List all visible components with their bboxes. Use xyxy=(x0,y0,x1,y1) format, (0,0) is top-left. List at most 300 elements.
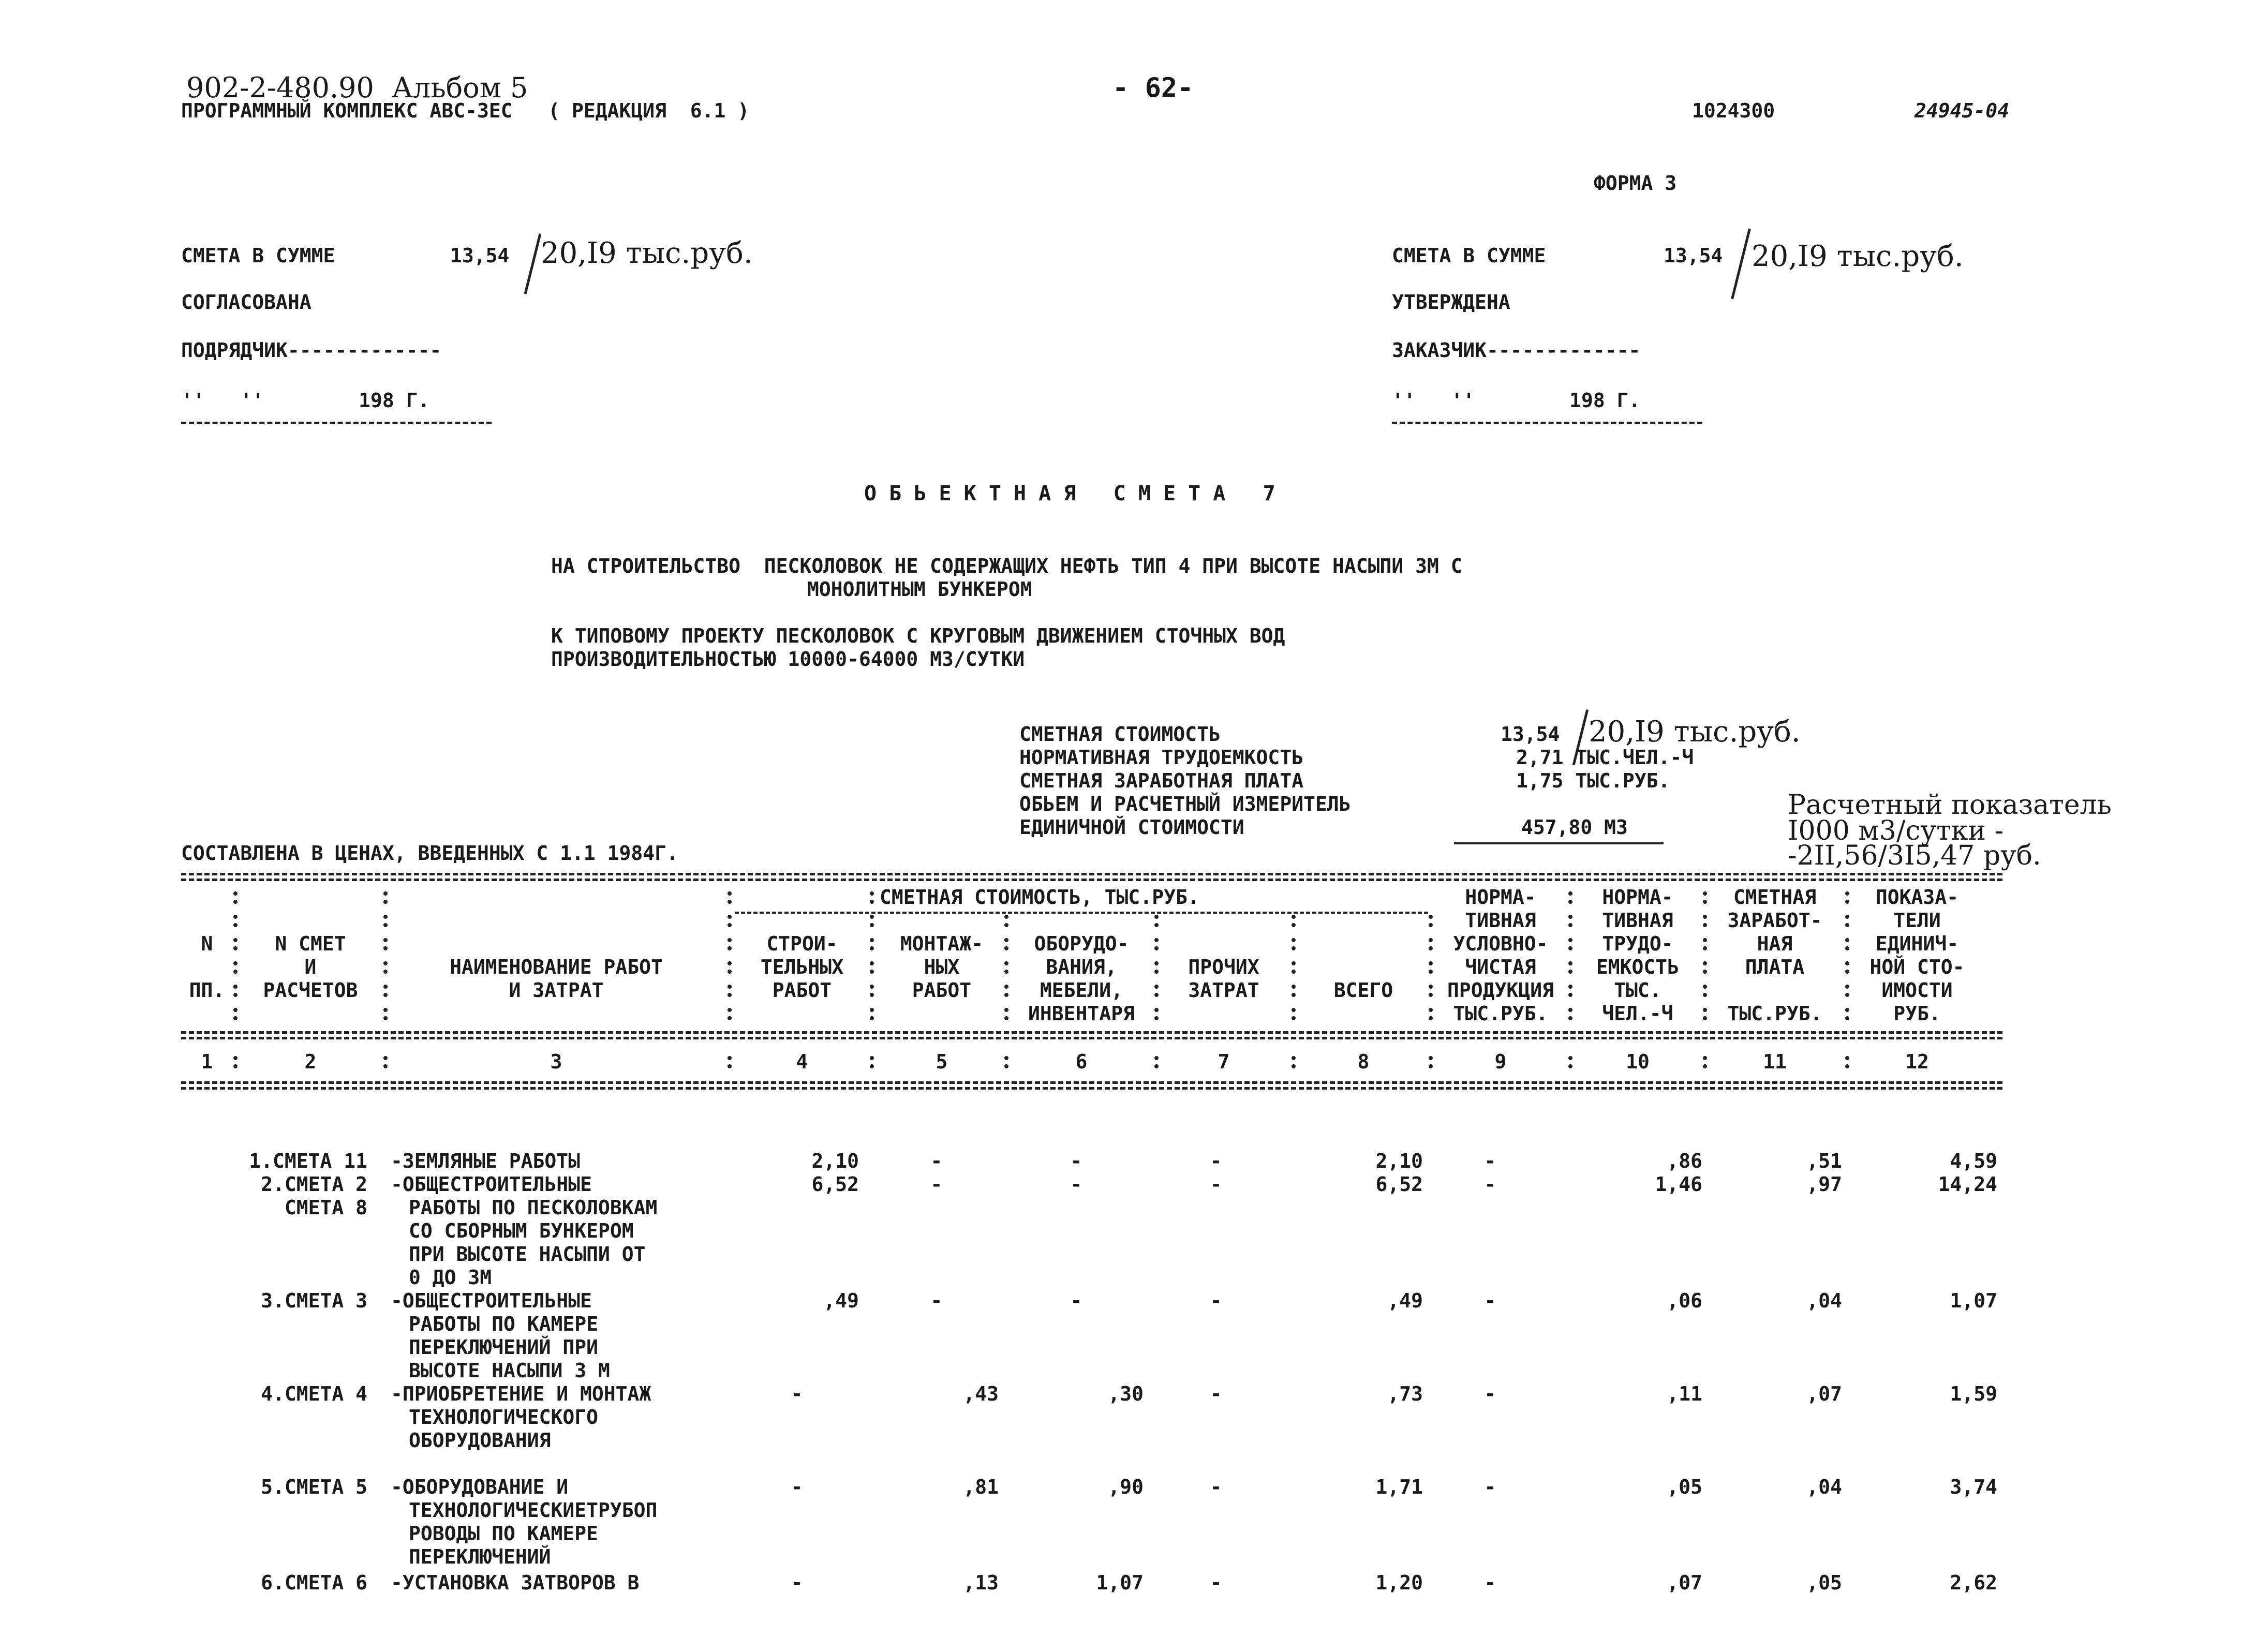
separator-dot xyxy=(383,970,388,974)
hand-note-line-3: -2II,56/3I5,47 руб. xyxy=(1788,840,2041,871)
row-cell-c9: - xyxy=(1484,1173,1496,1196)
hdr-col5-line1: МОНТАЖ- xyxy=(900,932,984,955)
row-cell-c9: - xyxy=(1484,1150,1496,1172)
separator-dot xyxy=(383,938,388,942)
separator-dot xyxy=(1845,946,1849,950)
row-cell-c6: ,90 xyxy=(1108,1476,1144,1498)
hdr-col11-line1: СМЕТНАЯ xyxy=(1733,886,1817,909)
separator-dot xyxy=(1703,1016,1707,1020)
separator-dot xyxy=(1703,970,1707,974)
separator-dot xyxy=(1845,1008,1849,1012)
row-cell-c5: - xyxy=(930,1150,943,1172)
separator-dot xyxy=(233,938,238,942)
separator-dot xyxy=(1703,915,1707,919)
hdr-col1-line2: ПП. xyxy=(189,979,225,1002)
row-cell-c8: 1,71 xyxy=(1375,1476,1423,1498)
separator-dot xyxy=(870,923,874,927)
separator-dot xyxy=(1004,993,1008,997)
hdr-col11-line5: ТЫС.РУБ. xyxy=(1727,1002,1822,1025)
prices-note: СОСТАВЛЕНА В ЦЕНАХ, ВВЕДЕННЫХ С 1.1 1984Г. xyxy=(181,842,678,865)
row-cell-c12: 2,62 xyxy=(1950,1571,1997,1594)
hdr-col7-line1: ПРОЧИХ xyxy=(1188,956,1259,978)
separator-dot xyxy=(383,915,388,919)
subtitle-line-2: МОНОЛИТНЫМ БУНКЕРОМ xyxy=(807,578,1032,601)
separator-dot xyxy=(870,946,874,950)
hdr-col1-line1: N xyxy=(201,932,213,955)
subtitle-line-3: К ТИПОВОМУ ПРОЕКТУ ПЕСКОЛОВОК С КРУГОВЫМ ДВИЖЕНИЕМ СТОЧНЫХ ВОД xyxy=(551,624,1285,647)
right-status: УТВЕРЖДЕНА xyxy=(1392,291,1510,314)
separator-dot xyxy=(383,993,388,997)
row-cell-c12: 4,59 xyxy=(1950,1150,1997,1172)
row-cell-c11: ,51 xyxy=(1806,1150,1842,1172)
separator-dot xyxy=(1004,938,1008,942)
row-cell-c11: ,97 xyxy=(1806,1173,1842,1196)
hdr-col11-line2: ЗАРАБОТ- xyxy=(1727,909,1822,932)
separator-dot xyxy=(1154,946,1159,950)
hdr-col9-line2: ТИВНАЯ xyxy=(1465,909,1536,932)
separator-dot xyxy=(1154,993,1159,997)
row-cell-c6: - xyxy=(1070,1150,1082,1172)
row-cell-c4: - xyxy=(791,1476,803,1498)
summary-wage-value: 1,75 ТЫС.РУБ. xyxy=(1516,769,1670,792)
separator-dot xyxy=(870,915,874,919)
separator-dot xyxy=(870,1056,874,1060)
hdr-col6-line4: ИНВЕНТАРЯ xyxy=(1028,1002,1135,1025)
separator-dot xyxy=(870,938,874,942)
program-line: ПРОГРАММНЫЙ КОМПЛЕКС АВС-3ЕС ( РЕДАКЦИЯ 6.1 ) xyxy=(181,99,750,122)
separator-dot xyxy=(1292,915,1296,919)
row-work-name: 0 ДО 3М xyxy=(409,1266,492,1289)
separator-dot xyxy=(383,891,388,896)
document-title: О Б Ь Е К Т Н А Я С М Е Т А 7 xyxy=(864,482,1275,505)
separator-dot xyxy=(870,1016,874,1020)
separator-dot xyxy=(233,970,238,974)
separator-dot xyxy=(233,1016,238,1020)
separator-dot xyxy=(1703,900,1707,904)
row-work-name: -ЗЕМЛЯНЫЕ РАБОТЫ xyxy=(391,1150,581,1172)
separator-dot xyxy=(728,923,732,927)
row-estimate-number: 6.СМЕТА 6 xyxy=(261,1571,367,1594)
handwritten-reference: 902-2-480.90 Альбом 5 xyxy=(186,71,528,104)
separator-dot xyxy=(1292,923,1296,927)
row-work-name: РАБОТЫ ПО КАМЕРЕ xyxy=(409,1313,599,1335)
left-status: СОГЛАСОВАНА xyxy=(181,291,311,314)
row-work-name: СО СБОРНЫМ БУНКЕРОМ xyxy=(409,1219,634,1242)
row-work-name: ПЕРЕКЛЮЧЕНИЙ ПРИ xyxy=(409,1336,599,1359)
separator-dot xyxy=(1004,923,1008,927)
hdr-col12-line4: НОЙ СТО- xyxy=(1869,956,1965,978)
separator-dot xyxy=(870,970,874,974)
separator-dot xyxy=(383,985,388,989)
separator-dot xyxy=(1154,923,1159,927)
hdr-col9-line3: УСЛОВНО- xyxy=(1453,932,1548,955)
hdr-col11-line4: ПЛАТА xyxy=(1745,956,1805,978)
hdr-col10-line4: ЕМКОСТЬ xyxy=(1596,956,1680,978)
separator-dot xyxy=(728,985,732,989)
summary-label-labor: НОРМАТИВНАЯ ТРУДОЕМКОСТЬ xyxy=(1019,746,1304,769)
row-cell-c11: ,04 xyxy=(1806,1289,1842,1312)
separator-dot xyxy=(1703,985,1707,989)
separator-dot xyxy=(1429,961,1433,965)
row-cell-c12: 3,74 xyxy=(1950,1476,1997,1498)
separator-dot xyxy=(1568,1056,1572,1060)
row-cell-c9: - xyxy=(1484,1571,1496,1594)
hdr-col2-line2: И xyxy=(304,956,317,978)
hdr-col3-line2: И ЗАТРАТ xyxy=(509,979,604,1002)
row-cell-c6: 1,07 xyxy=(1096,1571,1144,1594)
separator-dot xyxy=(383,1064,388,1068)
separator-dot xyxy=(233,1064,238,1068)
separator-dot xyxy=(728,1008,732,1012)
hdr-col10-line2: ТИВНАЯ xyxy=(1602,909,1673,932)
row-cell-c10: ,06 xyxy=(1667,1289,1702,1312)
colnum-7: 7 xyxy=(1218,1050,1230,1073)
left-sum-handwritten: 20,I9 тыс.руб. xyxy=(541,236,753,270)
separator-dot xyxy=(1154,1008,1159,1012)
separator-dot xyxy=(1568,915,1572,919)
row-cell-c12: 1,59 xyxy=(1950,1382,1997,1405)
separator-dot xyxy=(1429,1056,1433,1060)
row-cell-c10: 1,46 xyxy=(1655,1173,1702,1196)
subtitle-line-4: ПРОИЗВОДИТЕЛЬНОСТЬЮ 10000-64000 М3/СУТКИ xyxy=(551,648,1025,671)
separator-dot xyxy=(1292,1056,1296,1060)
colnum-9: 9 xyxy=(1494,1050,1507,1073)
separator-dot xyxy=(383,1056,388,1060)
row-cell-c9: - xyxy=(1484,1476,1496,1498)
hdr-col4-line3: РАБОТ xyxy=(772,979,832,1002)
separator-dot xyxy=(1292,970,1296,974)
hdr-col5-line2: НЫХ xyxy=(924,956,960,978)
separator-dot xyxy=(1703,923,1707,927)
separator-dot xyxy=(1703,1064,1707,1068)
row-cell-c10: ,07 xyxy=(1667,1571,1702,1594)
colnum-6: 6 xyxy=(1075,1050,1088,1073)
hdr-col7-line2: ЗАТРАТ xyxy=(1188,979,1259,1002)
colnum-1: 1 xyxy=(201,1050,213,1073)
row-cell-c10: ,86 xyxy=(1667,1150,1702,1172)
row-cell-c10: ,11 xyxy=(1667,1382,1702,1405)
separator-dot xyxy=(1703,993,1707,997)
header-bottom-rule xyxy=(181,1031,2002,1034)
separator-dot xyxy=(1154,938,1159,942)
hdr-col6-line3: МЕБЕЛИ, xyxy=(1040,979,1123,1002)
separator-dot xyxy=(1429,923,1433,927)
summary-label-wage: СМЕТНАЯ ЗАРАБОТНАЯ ПЛАТА xyxy=(1019,769,1304,792)
hdr-col9-line1: НОРМА- xyxy=(1465,886,1536,909)
hdr-col4-line1: СТРОИ- xyxy=(766,932,838,955)
separator-dot xyxy=(1429,938,1433,942)
left-sum-printed: 13,54 xyxy=(450,244,510,267)
separator-dot xyxy=(1154,961,1159,965)
separator-dot xyxy=(1845,1064,1849,1068)
row-cell-c7: - xyxy=(1210,1476,1222,1498)
separator-dot xyxy=(1703,946,1707,950)
hdr-col11-line3: НАЯ xyxy=(1757,932,1793,955)
separator-dot xyxy=(728,993,732,997)
header-bottom-rule-2 xyxy=(181,1037,2002,1039)
colnum-3: 3 xyxy=(550,1050,562,1073)
row-cell-c6: - xyxy=(1070,1289,1082,1312)
row-work-name: -ОБЩЕСТРОИТЕЛЬНЫЕ xyxy=(391,1289,592,1312)
separator-dot xyxy=(233,985,238,989)
hdr-col10-line3: ТРУДО- xyxy=(1602,932,1673,955)
separator-dot xyxy=(1568,938,1572,942)
colnum-4: 4 xyxy=(796,1050,808,1073)
separator-dot xyxy=(1568,1064,1572,1068)
separator-dot xyxy=(1004,915,1008,919)
summary-label-cost: СМЕТНАЯ СТОИМОСТЬ xyxy=(1019,723,1221,746)
row-cell-c8: 1,20 xyxy=(1375,1571,1423,1594)
summary-volume-value: 457,80 М3 xyxy=(1521,816,1628,839)
row-cell-c9: - xyxy=(1484,1289,1496,1312)
row-work-name: -ОБОРУДОВАНИЕ И xyxy=(391,1476,569,1498)
row-cell-c6: - xyxy=(1070,1173,1082,1196)
page-number: - 62- xyxy=(1112,72,1194,103)
row-cell-c10: ,05 xyxy=(1667,1476,1702,1498)
separator-dot xyxy=(233,961,238,965)
separator-dot xyxy=(1845,891,1849,896)
separator-dot xyxy=(728,1056,732,1060)
right-sum-handwritten: 20,I9 тыс.руб. xyxy=(1752,240,1964,273)
separator-dot xyxy=(233,946,238,950)
hand-note-line-1: Расчетный показатель xyxy=(1788,790,2112,821)
separator-dot xyxy=(383,923,388,927)
row-cell-c4: - xyxy=(791,1382,803,1405)
separator-dot xyxy=(1703,891,1707,896)
separator-dot xyxy=(1429,1016,1433,1020)
separator-dot xyxy=(1154,1056,1159,1060)
colnum-2: 2 xyxy=(304,1050,317,1073)
separator-dot xyxy=(233,1008,238,1012)
row-cell-c11: ,04 xyxy=(1806,1476,1842,1498)
hdr-col9-line6: ТЫС.РУБ. xyxy=(1453,1002,1548,1025)
separator-dot xyxy=(870,1064,874,1068)
row-cell-c12: 1,07 xyxy=(1950,1289,1997,1312)
left-date: '' '' 198 Г. xyxy=(181,389,430,412)
hdr-col8-line1: ВСЕГО xyxy=(1333,979,1393,1002)
row-cell-c7: - xyxy=(1210,1571,1222,1594)
hdr-col12-line2: ТЕЛИ xyxy=(1893,909,1941,932)
row-cell-c8: 2,10 xyxy=(1375,1150,1423,1172)
row-work-name: ПРИ ВЫСОТЕ НАСЫПИ ОТ xyxy=(409,1243,646,1266)
separator-dot xyxy=(1845,970,1849,974)
separator-dot xyxy=(1568,961,1572,965)
row-estimate-number: 2.СМЕТА 2 xyxy=(261,1173,367,1196)
row-cell-c7: - xyxy=(1210,1150,1222,1172)
separator-dot xyxy=(383,1016,388,1020)
hdr-col10-line1: НОРМА- xyxy=(1602,886,1673,909)
separator-dot xyxy=(728,938,732,942)
row-work-name: ОБОРУДОВАНИЯ xyxy=(409,1429,551,1452)
separator-dot xyxy=(1845,915,1849,919)
separator-dot xyxy=(1292,1016,1296,1020)
separator-dot xyxy=(1154,970,1159,974)
separator-dot xyxy=(1004,1016,1008,1020)
hdr-col6-line1: ОБОРУДО- xyxy=(1034,932,1129,955)
row-work-name: ТЕХНОЛОГИЧЕСКИЕТРУБОП xyxy=(409,1499,658,1522)
hdr-col12-line5: ИМОСТИ xyxy=(1881,979,1953,1002)
form-label: ФОРМА 3 xyxy=(1594,172,1677,195)
row-cell-c5: ,81 xyxy=(963,1476,999,1498)
separator-dot xyxy=(1292,985,1296,989)
separator-dot xyxy=(1154,1064,1159,1068)
separator-dot xyxy=(1429,1008,1433,1012)
separator-dot xyxy=(1568,1008,1572,1012)
separator-dot xyxy=(1845,985,1849,989)
colnum-bottom-rule-2 xyxy=(181,1087,2002,1090)
row-estimate-number: 3.СМЕТА 3 xyxy=(261,1289,367,1312)
separator-dot xyxy=(1568,985,1572,989)
hdr-col9-line5: ПРОДУКЦИЯ xyxy=(1447,979,1554,1002)
row-cell-c4: - xyxy=(791,1571,803,1594)
hdr-col12-line6: РУБ. xyxy=(1893,1002,1941,1025)
hdr-col2-line3: РАСЧЕТОВ xyxy=(263,979,358,1002)
colnum-11: 11 xyxy=(1763,1050,1787,1073)
hdr-col9-line4: ЧИСТАЯ xyxy=(1465,956,1536,978)
separator-dot xyxy=(1154,985,1159,989)
separator-dot xyxy=(383,946,388,950)
separator-dot xyxy=(1154,915,1159,919)
separator-dot xyxy=(233,1056,238,1060)
separator-dot xyxy=(1429,1064,1433,1068)
row-cell-c4: 2,10 xyxy=(811,1150,859,1172)
right-party: ЗАКАЗЧИК------------- xyxy=(1392,339,1641,362)
row-cell-c4: 6,52 xyxy=(811,1173,859,1196)
separator-dot xyxy=(1845,993,1849,997)
separator-dot xyxy=(1154,1016,1159,1020)
row-cell-c12: 14,24 xyxy=(1938,1173,1997,1196)
separator-dot xyxy=(870,900,874,904)
colnum-8: 8 xyxy=(1357,1050,1370,1073)
separator-dot xyxy=(1845,1016,1849,1020)
separator-dot xyxy=(1845,1056,1849,1060)
separator-dot xyxy=(1703,1056,1707,1060)
separator-dot xyxy=(383,900,388,904)
separator-dot xyxy=(1568,900,1572,904)
separator-dot xyxy=(1568,923,1572,927)
separator-dot xyxy=(1292,961,1296,965)
row-estimate-number: 4.СМЕТА 4 xyxy=(261,1382,367,1405)
separator-dot xyxy=(1004,985,1008,989)
row-cell-c4: ,49 xyxy=(823,1289,859,1312)
hdr-col3-line1: НАИМЕНОВАНИЕ РАБОТ xyxy=(450,956,663,978)
separator-dot xyxy=(1845,900,1849,904)
hdr-col2-line1: N СМЕТ xyxy=(275,932,346,955)
summary-cost-printed: 13,54 xyxy=(1501,723,1560,746)
separator-dot xyxy=(233,891,238,896)
row-cell-c11: ,05 xyxy=(1806,1571,1842,1594)
row-work-name: РАБОТЫ ПО ПЕСКОЛОВКАМ xyxy=(409,1196,658,1219)
summary-label-unit-cost: ЕДИНИЧНОЙ СТОИМОСТИ xyxy=(1019,816,1244,839)
row-work-name: ВЫСОТЕ НАСЫПИ 3 М xyxy=(409,1359,610,1382)
row-cell-c5: - xyxy=(930,1289,943,1312)
separator-dot xyxy=(1568,993,1572,997)
colnum-10: 10 xyxy=(1626,1050,1650,1073)
row-estimate-number-2: СМЕТА 8 xyxy=(284,1196,367,1219)
row-cell-c8: 6,52 xyxy=(1375,1173,1423,1196)
separator-dot xyxy=(1845,961,1849,965)
row-cell-c8: ,49 xyxy=(1387,1289,1423,1312)
row-cell-c7: - xyxy=(1210,1382,1222,1405)
separator-dot xyxy=(1429,970,1433,974)
colnum-5: 5 xyxy=(936,1050,948,1073)
separator-dot xyxy=(1703,938,1707,942)
hdr-col10-line6: ЧЕЛ.-Ч xyxy=(1602,1002,1673,1025)
separator-dot xyxy=(1004,946,1008,950)
hdr-col5-line3: РАБОТ xyxy=(912,979,972,1002)
separator-dot xyxy=(1429,985,1433,989)
separator-dot xyxy=(1292,993,1296,997)
separator-dot xyxy=(1292,1064,1296,1068)
separator-dot xyxy=(233,923,238,927)
right-sum-printed: 13,54 xyxy=(1664,244,1723,267)
row-cell-c11: ,07 xyxy=(1806,1382,1842,1405)
separator-dot xyxy=(870,993,874,997)
row-estimate-number: 5.СМЕТА 5 xyxy=(261,1476,367,1498)
row-estimate-number: 1.СМЕТА 11 xyxy=(249,1150,367,1172)
row-cell-c8: ,73 xyxy=(1387,1382,1423,1405)
row-cell-c5: ,43 xyxy=(963,1382,999,1405)
separator-dot xyxy=(233,915,238,919)
separator-dot xyxy=(1429,993,1433,997)
document-code: 1024300 xyxy=(1692,99,1775,122)
hdr-col4-line2: ТЕЛЬНЫХ xyxy=(760,956,844,978)
left-party: ПОДРЯДЧИК------------- xyxy=(181,339,442,362)
row-work-name: ПЕРЕКЛЮЧЕНИЙ xyxy=(409,1545,551,1568)
separator-dot xyxy=(1568,946,1572,950)
left-sum-label: СМЕТА В СУММЕ xyxy=(181,244,335,267)
separator-dot xyxy=(1703,961,1707,965)
colnum-bottom-rule xyxy=(181,1081,2002,1084)
row-cell-c5: ,13 xyxy=(963,1571,999,1594)
row-cell-c6: ,30 xyxy=(1108,1382,1144,1405)
summary-label-volume: ОБЬЕМ И РАСЧЕТНЫЙ ИЗМЕРИТЕЛЬ xyxy=(1019,793,1351,815)
colnum-12: 12 xyxy=(1905,1050,1929,1073)
separator-dot xyxy=(1568,970,1572,974)
separator-dot xyxy=(728,891,732,896)
row-work-name: -ОБЩЕСТРОИТЕЛЬНЫЕ xyxy=(391,1173,592,1196)
separator-dot xyxy=(233,993,238,997)
separator-dot xyxy=(1703,1008,1707,1012)
row-cell-c9: - xyxy=(1484,1382,1496,1405)
separator-dot xyxy=(870,1008,874,1012)
hdr-col6-line2: ВАНИЯ, xyxy=(1046,956,1117,978)
separator-dot xyxy=(383,1008,388,1012)
separator-dot xyxy=(1568,891,1572,896)
separator-dot xyxy=(1292,1008,1296,1012)
right-sum-label: СМЕТА В СУММЕ xyxy=(1392,244,1546,267)
row-work-name: -УСТАНОВКА ЗАТВОРОВ В xyxy=(391,1571,640,1594)
document-code-secondary: 24945-04 xyxy=(1915,99,2010,122)
separator-dot xyxy=(1004,961,1008,965)
separator-dot xyxy=(870,985,874,989)
separator-dot xyxy=(1845,923,1849,927)
separator-dot xyxy=(728,970,732,974)
row-work-name: -ПРИОБРЕТЕНИЕ И МОНТАЖ xyxy=(391,1382,651,1405)
separator-dot xyxy=(1004,970,1008,974)
hdr-col10-line5: ТЫС. xyxy=(1614,979,1661,1002)
group-header-cost: СМЕТНАЯ СТОИМОСТЬ, ТЫС.РУБ. xyxy=(880,886,1199,909)
separator-dot xyxy=(1845,938,1849,942)
row-cell-c7: - xyxy=(1210,1173,1222,1196)
separator-dot xyxy=(728,900,732,904)
separator-dot xyxy=(1292,938,1296,942)
hdr-col12-line1: ПОКАЗА- xyxy=(1875,886,1959,909)
separator-dot xyxy=(728,915,732,919)
separator-dot xyxy=(383,961,388,965)
row-work-name: ТЕХНОЛОГИЧЕСКОГО xyxy=(409,1406,599,1428)
hand-note-line-2: I000 м3/сутки - xyxy=(1788,815,2004,846)
